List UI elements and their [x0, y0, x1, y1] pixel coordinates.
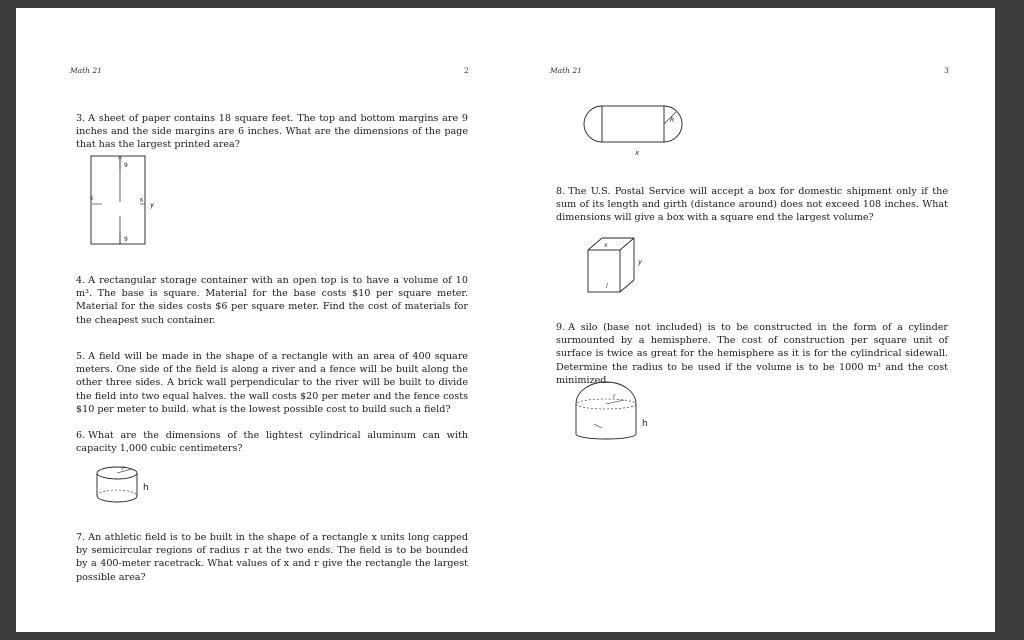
can-height-label: h	[143, 483, 149, 493]
left-page-number: 2	[464, 66, 469, 75]
problem-7-number: 7.	[76, 532, 86, 543]
problem-4-number: 4.	[76, 275, 86, 286]
silo-figure	[572, 380, 662, 444]
track-radius-label: R	[670, 117, 675, 124]
right-page-header: Math 21	[550, 66, 582, 75]
left-page-header: Math 21	[70, 66, 102, 75]
problem-9-text: A silo (base not included) is to be constructed in the form of a cylinder surmounted by a hemisphere. The cost of construction per square unit of surface is twice as great for the hemisphere as it is for the cylindrical sidewall. Determine the radius to be used if the volume is to be 1000 m³ and the cost minimized.	[556, 322, 948, 386]
box-length-label: l	[606, 283, 608, 290]
right-page-number: 3	[944, 66, 949, 75]
box-height-label: y	[638, 258, 643, 266]
box-width-label: x	[604, 242, 608, 249]
problem-5	[76, 350, 468, 416]
problem-3-number: 3.	[76, 113, 86, 124]
document-page	[16, 8, 995, 632]
bottom-margin-label: 9	[124, 236, 128, 243]
track-left-arc	[584, 106, 602, 142]
problem-8-text: The U.S. Postal Service will accept a box for domestic shipment only if the sum of its length and girth (distance around) does not exceed 108 inches. What dimensions will give a box with a square end the largest volume?	[556, 186, 948, 224]
cylinder-can-figure	[94, 464, 164, 506]
silo-height-label: h	[642, 419, 648, 429]
page-height-label: y	[150, 201, 155, 209]
problem-8	[556, 185, 948, 225]
top-margin-label: 9	[124, 162, 128, 169]
can-bottom-arc	[97, 496, 137, 502]
problem-6	[76, 429, 468, 455]
racetrack-figure	[584, 100, 690, 160]
silo-radius-line	[606, 400, 624, 404]
problem-5-text: A field will be made in the shape of a rectangle with an area of 400 square meters. One side of the field is along a river and a fence will be built along the other three sides. A brick wall perpendicular to the river will be built to divide the field into two equal halves. the wall costs $20 per meter and the fence costs $10 per meter to build. what is the lowest possible cost to build such a field?	[76, 351, 468, 415]
can-radius-label: r	[122, 465, 125, 472]
right-margin-label: 6	[140, 198, 144, 204]
paper-margin-figure	[88, 154, 168, 250]
problem-7-text: An athletic field is to be built in the shape of a rectangle x units long capped by semicircular regions of radius r at the two ends. The field is to be bounded by a 400-meter racetrack. What values of x and r give the rectangle the largest possible area?	[76, 532, 468, 583]
box-front-face	[588, 250, 620, 292]
problem-7	[76, 531, 468, 584]
problem-8-number: 8.	[556, 186, 566, 197]
paper-outline	[91, 156, 145, 244]
problem-6-number: 6.	[76, 430, 86, 441]
left-margin-label: 6	[90, 196, 94, 202]
track-length-label: x	[635, 149, 640, 157]
problem-3-text: A sheet of paper contains 18 square feet. The top and bottom margins are 9 inches and the side margins are 6 inches. What are the dimensions of the page that has the largest printed area?	[76, 113, 468, 151]
problem-4	[76, 274, 468, 327]
track-rectangle	[602, 106, 664, 142]
problem-9-number: 9.	[556, 322, 566, 333]
problem-9	[556, 321, 948, 387]
silo-base-arc	[576, 434, 636, 439]
postal-box-figure	[584, 234, 654, 298]
can-radius-line	[117, 469, 132, 473]
problem-3	[76, 112, 468, 152]
track-right-arc	[664, 106, 682, 142]
silo-radius-label: r	[613, 393, 616, 400]
problem-5-number: 5.	[76, 351, 86, 362]
problem-4-text: A rectangular storage container with an open top is to have a volume of 10 m³. The base is square. Material for the base costs $10 per square meter. Material for the sides costs $6 per square meter. Find the cost of materials for the cheapest such container.	[76, 275, 468, 326]
problem-6-text: What are the dimensions of the lightest cylindrical aluminum can with capacity 1,000 cubic centimeters?	[76, 430, 468, 455]
